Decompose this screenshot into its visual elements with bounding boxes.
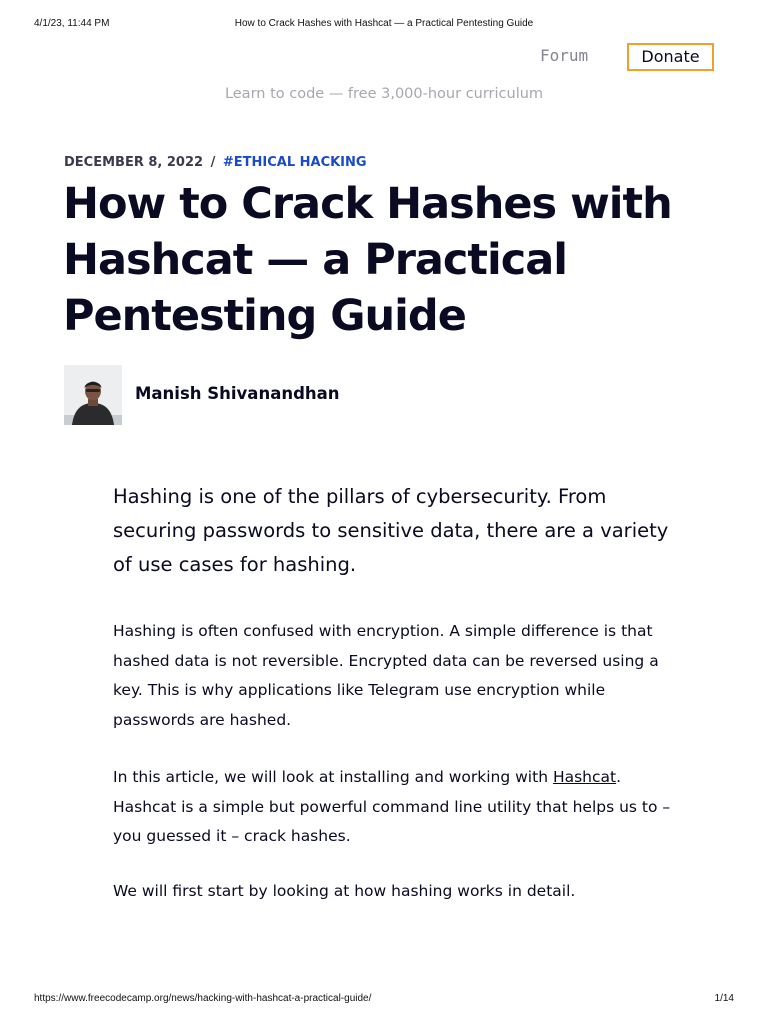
meta-separator: / bbox=[210, 155, 216, 170]
article-paragraph-1: Hashing is often confused with encryption. A simple difference is that hashed data is not reversible. Encrypted data can be reversed using a key. This is why applications like Telegram use encryption while passwords are hashed. bbox=[113, 622, 659, 729]
hashcat-link[interactable]: Hashcat bbox=[552, 768, 617, 786]
print-datetime: 4/1/23, 11:44 PM bbox=[34, 18, 110, 29]
article-title: How to Crack Hashes with Hashcat — a Practical Pentesting Guide bbox=[63, 179, 672, 341]
tagline[interactable]: Learn to code — free 3,000-hour curriculum bbox=[224, 86, 544, 102]
print-page-number: 1/14 bbox=[714, 993, 734, 1004]
paragraph-text: In this article, we will look at installing and working with bbox=[113, 768, 553, 786]
author-avatar[interactable] bbox=[64, 365, 122, 425]
paragraph-text: . Hashcat is a simple but powerful command line utility that helps us to – you guessed it – crack hashes. bbox=[113, 768, 671, 845]
author-photo-icon bbox=[64, 365, 122, 425]
post-date: DECEMBER 8, 2022 bbox=[64, 155, 204, 170]
article-paragraph-2 bbox=[113, 763, 673, 852]
post-meta bbox=[64, 155, 367, 170]
donate-button[interactable]: Donate bbox=[627, 43, 714, 71]
print-doc-title: How to Crack Hashes with Hashcat — a Practical Pentesting Guide bbox=[234, 18, 534, 29]
print-footer bbox=[0, 993, 768, 1007]
article-paragraph-3: We will first start by looking at how hashing works in detail. bbox=[113, 882, 576, 900]
print-url: https://www.freecodecamp.org/news/hacking-with-hashcat-a-practical-guide/ bbox=[34, 993, 372, 1004]
article-lead: Hashing is one of the pillars of cybersecurity. From securing passwords to sensitive data, there are a variety of use cases for hashing. bbox=[113, 485, 669, 576]
author-name[interactable]: Manish Shivanandhan bbox=[135, 384, 340, 403]
tag-link[interactable]: #ETHICAL HACKING bbox=[222, 155, 367, 170]
print-header bbox=[0, 18, 768, 32]
forum-link[interactable]: Forum bbox=[540, 46, 589, 65]
